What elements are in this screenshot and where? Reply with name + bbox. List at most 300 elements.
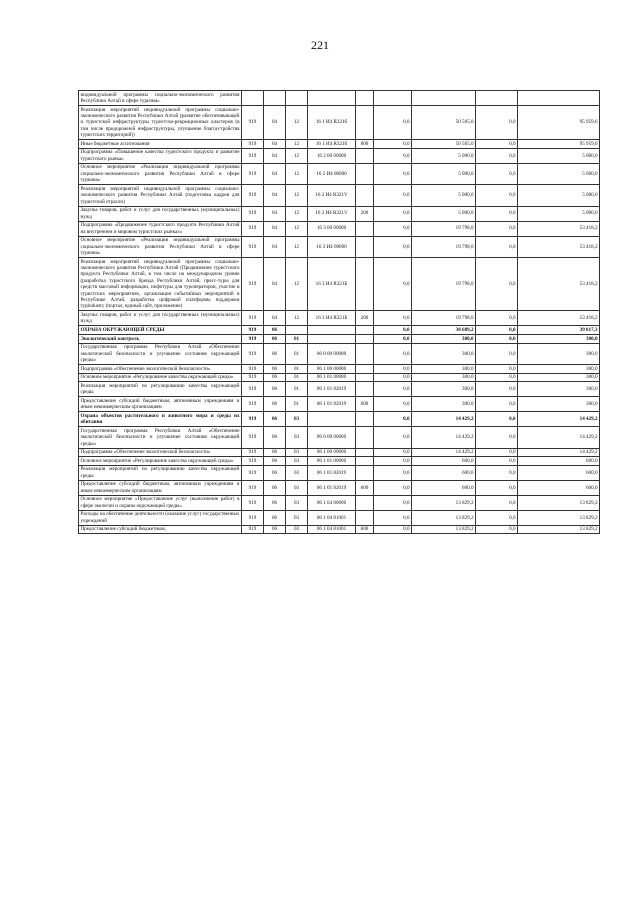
- table-row: [79, 495, 600, 510]
- amount-cell: 13 829,2: [412, 495, 476, 510]
- amount-cell: 0,0: [476, 412, 518, 427]
- amount-cell: 0,0: [476, 457, 518, 466]
- section-cell: 04: [264, 185, 286, 206]
- subsection-cell: 12: [286, 236, 308, 257]
- amount-cell: 0,0: [374, 495, 412, 510]
- expense-type-cell: [356, 326, 374, 335]
- amount-cell: 600,0: [412, 465, 476, 480]
- subsection-cell: 03: [286, 525, 308, 534]
- amount-cell: 0,0: [476, 382, 518, 397]
- amount-cell: 600,0: [518, 457, 600, 466]
- amount-cell: 14 429,2: [412, 412, 476, 427]
- amount-cell: 300,0: [518, 365, 600, 374]
- amount-cell: 0,0: [476, 326, 518, 335]
- subsection-cell: 01: [286, 373, 308, 382]
- amount-cell: 13 829,2: [412, 525, 476, 534]
- table-row: [79, 236, 600, 257]
- amount-cell: 0,0: [374, 258, 412, 311]
- section-cell: 06: [264, 427, 286, 448]
- expense-type-cell: [356, 258, 374, 311]
- amount-cell: 0,0: [476, 465, 518, 480]
- grbs-cell: 919: [242, 258, 264, 311]
- table-row: [79, 412, 600, 427]
- grbs-cell: 919: [242, 480, 264, 495]
- amount-cell: 0,0: [476, 163, 518, 184]
- subsection-cell: 01: [286, 397, 308, 412]
- subsection-cell: 01: [286, 343, 308, 364]
- grbs-cell: 919: [242, 236, 264, 257]
- target-article-cell: 06 1 01 82019: [308, 465, 356, 480]
- row-name-cell: Предоставление субсидий бюджетным, автономным учреждениям и иным некоммерческим организациям: [80, 481, 240, 494]
- target-article-cell: 06 1 04 00000: [308, 495, 356, 510]
- subsection-cell: 03: [286, 427, 308, 448]
- grbs-cell: 919: [242, 495, 264, 510]
- amount-cell: 600,0: [518, 480, 600, 495]
- section-cell: 04: [264, 140, 286, 149]
- section-cell: 06: [264, 412, 286, 427]
- row-name-cell: Основное мероприятие «Предоставление услуг (выполнение работ) в сфере экологии и охраны окружающей среды»: [80, 496, 240, 509]
- expense-type-cell: 800: [356, 140, 374, 149]
- amount-cell: 300,0: [518, 373, 600, 382]
- table-row: [79, 427, 600, 448]
- amount-cell: 5 000,0: [412, 163, 476, 184]
- subsection-cell: 03: [286, 412, 308, 427]
- grbs-cell: 919: [242, 163, 264, 184]
- section-cell: 06: [264, 343, 286, 364]
- amount-cell: 0,0: [476, 510, 518, 525]
- section-cell: 06: [264, 382, 286, 397]
- subsection-cell: 12: [286, 185, 308, 206]
- section-cell: 06: [264, 465, 286, 480]
- grbs-cell: 919: [242, 326, 264, 335]
- expense-type-cell: [356, 510, 374, 525]
- section-cell: 06: [264, 365, 286, 374]
- row-name-cell: Основное мероприятие «Реализация индивидуальной программы социально-экономического развития Республики Алтай в сфере туризма»: [80, 237, 240, 257]
- amount-cell: 0,0: [476, 365, 518, 374]
- amount-cell: 39 017,3: [518, 326, 600, 335]
- amount-cell: 0,0: [476, 495, 518, 510]
- amount-cell: 0,0: [374, 343, 412, 364]
- target-article-cell: 16 2 И4 00000: [308, 163, 356, 184]
- row-name-cell: Подпрограмма «Повышение качества туристского продукта и развитие туристского рынка»: [80, 149, 240, 162]
- table-row: [79, 258, 600, 311]
- subsection-cell: 01: [286, 335, 308, 344]
- expense-type-cell: [356, 457, 374, 466]
- amount-cell: 0,0: [374, 163, 412, 184]
- expense-type-cell: 600: [356, 480, 374, 495]
- table-row: [79, 397, 600, 412]
- expense-type-cell: 600: [356, 525, 374, 534]
- target-article-cell: 16 2 00 00000: [308, 148, 356, 163]
- grbs-cell: 919: [242, 382, 264, 397]
- amount-cell: 0,0: [374, 206, 412, 221]
- section-cell: 04: [264, 206, 286, 221]
- expense-type-cell: [356, 343, 374, 364]
- grbs-cell: 919: [242, 343, 264, 364]
- expense-type-cell: [356, 465, 374, 480]
- section-cell: 06: [264, 495, 286, 510]
- table-row: [79, 185, 600, 206]
- expense-type-cell: [356, 365, 374, 374]
- row-name-cell: Закупка товаров, работ и услуг для государственных (муниципальных) нужд: [80, 207, 240, 220]
- grbs-cell: 919: [242, 106, 264, 140]
- subsection-cell: 03: [286, 457, 308, 466]
- section-cell: 04: [264, 236, 286, 257]
- target-article-cell: 16 1 И4 R321б: [308, 140, 356, 149]
- target-article-cell: [308, 326, 356, 335]
- row-name-cell: Реализация мероприятий индивидуальной программы социально-экономического развития Республики Алтай (подготовка кадров для туристской отрасли): [80, 185, 240, 205]
- amount-cell: 0,0: [374, 525, 412, 534]
- target-article-cell: 16 3 И4 R321Б: [308, 258, 356, 311]
- grbs-cell: 919: [242, 427, 264, 448]
- row-name-cell: Основное мероприятие «Реализация индивидуальной программы социально-экономического развития Республики Алтай в сфере туризма»: [80, 164, 240, 184]
- amount-cell: 0,0: [374, 510, 412, 525]
- amount-cell: 95 959,6: [518, 106, 600, 140]
- grbs-cell: 919: [242, 448, 264, 457]
- row-name-cell: Предоставление субсидий бюджетным, автономным учреждениям и иным некоммерческим организациям: [80, 397, 240, 411]
- table-row: [79, 525, 600, 534]
- row-name-cell: Реализация мероприятий индивидуальной программы социально-экономического развития Республики Алтай (Продвижение туристского продукта Республики Алтай, в том числе на международном уровне (разработка туристского бренда Республики Алтай, пресс-туры для средств массовой информации, инфотуры для туроператоров, участие в туристских мероприятиях, организация событийных мероприятий в Республике Алтай, разработка цифровой платформы поддержки турindustry (портал, единый сайт, приложение): [80, 258, 240, 310]
- section-cell: 04: [264, 221, 286, 236]
- amount-cell: 0,0: [476, 140, 518, 149]
- subsection-cell: 03: [286, 465, 308, 480]
- table-row: [79, 448, 600, 457]
- amount-cell: 0,0: [374, 382, 412, 397]
- row-name-cell: Подпрограмма «Продвижение туристского продукта Республики Алтай на внутреннем и мировом туристских рынках»: [80, 222, 240, 235]
- row-name-cell: Государственная программа Республики Алтай «Обеспечение экологической безопасности и улучшение состояния окружающей среды»: [80, 344, 240, 364]
- expense-type-cell: [356, 427, 374, 448]
- grbs-cell: 919: [242, 457, 264, 466]
- grbs-cell: 919: [242, 311, 264, 326]
- subsection-cell: 12: [286, 163, 308, 184]
- expense-type-cell: [356, 236, 374, 257]
- amount-cell: 300,0: [412, 365, 476, 374]
- table-row: [79, 206, 600, 221]
- grbs-cell: 919: [242, 510, 264, 525]
- amount-cell: 0,0: [374, 326, 412, 335]
- row-name-cell: Охрана объектов растительного и животного мира и среды их обитания: [80, 412, 240, 426]
- amount-cell: 0,0: [476, 343, 518, 364]
- amount-cell: 0,0: [476, 373, 518, 382]
- amount-cell: 600,0: [412, 480, 476, 495]
- page-number: 221: [311, 38, 329, 52]
- expense-type-cell: [356, 412, 374, 427]
- amount-cell: 600,0: [412, 457, 476, 466]
- section-cell: 04: [264, 311, 286, 326]
- amount-cell: 0,0: [476, 106, 518, 140]
- expense-type-cell: [356, 163, 374, 184]
- amount-cell: 0,0: [374, 373, 412, 382]
- expense-type-cell: [356, 91, 374, 106]
- amount-cell: 0,0: [476, 185, 518, 206]
- amount-cell: 5 000,0: [518, 163, 600, 184]
- expense-type-cell: [356, 148, 374, 163]
- grbs-cell: 919: [242, 465, 264, 480]
- target-article-cell: 16 1 И4 R321б: [308, 106, 356, 140]
- subsection-cell: 12: [286, 106, 308, 140]
- section-cell: 04: [264, 163, 286, 184]
- subsection-cell: [286, 91, 308, 106]
- subsection-cell: 12: [286, 140, 308, 149]
- table-row: [79, 457, 600, 466]
- amount-cell: 0,0: [476, 525, 518, 534]
- target-article-cell: [308, 91, 356, 106]
- subsection-cell: 03: [286, 510, 308, 525]
- table-row: [79, 148, 600, 163]
- grbs-cell: 919: [242, 185, 264, 206]
- amount-cell: 0,0: [374, 397, 412, 412]
- amount-cell: 300,0: [518, 343, 600, 364]
- target-article-cell: 06 1 01 00000: [308, 373, 356, 382]
- amount-cell: 53 418,2: [518, 221, 600, 236]
- row-name-cell: Подпрограмма «Обеспечение экологической безопасности»: [79, 448, 242, 457]
- target-article-cell: 06 1 04 81001: [308, 525, 356, 534]
- target-article-cell: 06 1 01 00000: [308, 457, 356, 466]
- subsection-cell: 03: [286, 495, 308, 510]
- section-cell: [264, 91, 286, 106]
- amount-cell: 300,0: [518, 335, 600, 344]
- table-row: [79, 326, 600, 335]
- section-cell: 06: [264, 326, 286, 335]
- grbs-cell: 919: [242, 140, 264, 149]
- section-cell: 06: [264, 510, 286, 525]
- section-cell: 06: [264, 525, 286, 534]
- table-row: [79, 311, 600, 326]
- amount-cell: [412, 91, 476, 106]
- target-article-cell: 16 3 00 00000: [308, 221, 356, 236]
- amount-cell: 0,0: [374, 412, 412, 427]
- subsection-cell: 01: [286, 365, 308, 374]
- grbs-cell: 919: [242, 397, 264, 412]
- row-name-cell: Закупка товаров, работ и услуг для государственных (муниципальных) нужд: [80, 312, 240, 325]
- row-name-cell: Предоставление субсидий бюджетным,: [79, 525, 242, 534]
- amount-cell: 0,0: [476, 397, 518, 412]
- amount-cell: 5 000,0: [518, 185, 600, 206]
- expense-type-cell: [356, 221, 374, 236]
- table-row: [79, 221, 600, 236]
- expense-type-cell: 200: [356, 311, 374, 326]
- amount-cell: 5 000,0: [412, 148, 476, 163]
- amount-cell: 600,0: [518, 465, 600, 480]
- target-article-cell: 06 1 01 82019: [308, 397, 356, 412]
- row-name-cell: ОХРАНА ОКРУЖАЮЩЕЙ СРЕДЫ: [79, 326, 242, 335]
- table-row: [79, 373, 600, 382]
- amount-cell: 0,0: [476, 258, 518, 311]
- target-article-cell: 06 1 00 00000: [308, 448, 356, 457]
- amount-cell: 50 505,0: [412, 106, 476, 140]
- row-name-cell: Основное мероприятие «Регулирование качества окружающей среды»: [79, 457, 242, 466]
- expense-type-cell: [356, 495, 374, 510]
- expense-type-cell: [356, 373, 374, 382]
- amount-cell: 0,0: [374, 365, 412, 374]
- amount-cell: 0,0: [476, 221, 518, 236]
- grbs-cell: 919: [242, 365, 264, 374]
- amount-cell: 0,0: [476, 206, 518, 221]
- section-cell: 04: [264, 258, 286, 311]
- target-article-cell: 06 1 01 82019: [308, 382, 356, 397]
- row-name-cell: Государственная программа Республики Алтай «Обеспечение экологической безопасности и улучшение состояния окружающей среды»: [80, 427, 240, 447]
- section-cell: 04: [264, 106, 286, 140]
- amount-cell: 300,0: [518, 382, 600, 397]
- budget-table: [78, 90, 600, 534]
- amount-cell: 300,0: [412, 397, 476, 412]
- row-name-cell: Реализация мероприятий по регулированию качества окружающей среды: [80, 382, 240, 396]
- target-article-cell: 16 2 И4 R321V: [308, 206, 356, 221]
- grbs-cell: 919: [242, 206, 264, 221]
- amount-cell: 50 505,0: [412, 140, 476, 149]
- target-article-cell: 16 2 И4 R321V: [308, 185, 356, 206]
- section-cell: 06: [264, 480, 286, 495]
- target-article-cell: 06 0 00 00000: [308, 343, 356, 364]
- amount-cell: 5 000,0: [518, 206, 600, 221]
- target-article-cell: 16 3 И4 00000: [308, 236, 356, 257]
- amount-cell: [476, 91, 518, 106]
- table-row: [79, 106, 600, 140]
- amount-cell: 13 829,2: [518, 495, 600, 510]
- row-name-cell: Иные бюджетные ассигнования: [79, 140, 242, 149]
- amount-cell: 0,0: [476, 311, 518, 326]
- amount-cell: 0,0: [374, 236, 412, 257]
- target-article-cell: 06 1 01 82019: [308, 480, 356, 495]
- amount-cell: 14 429,2: [412, 427, 476, 448]
- table-body: [79, 91, 600, 534]
- amount-cell: 0,0: [374, 427, 412, 448]
- amount-cell: 19 798,0: [412, 258, 476, 311]
- amount-cell: 13 829,2: [518, 525, 600, 534]
- section-cell: 06: [264, 448, 286, 457]
- table-row: [79, 510, 600, 525]
- amount-cell: 300,0: [412, 373, 476, 382]
- amount-cell: 0,0: [476, 480, 518, 495]
- amount-cell: 19 798,0: [412, 221, 476, 236]
- table-row: [79, 480, 600, 495]
- amount-cell: [518, 91, 600, 106]
- subsection-cell: 12: [286, 148, 308, 163]
- amount-cell: 0,0: [476, 335, 518, 344]
- table-row: [79, 365, 600, 374]
- grbs-cell: 919: [242, 373, 264, 382]
- amount-cell: 0,0: [476, 236, 518, 257]
- grbs-cell: 919: [242, 335, 264, 344]
- amount-cell: 14 429,2: [412, 448, 476, 457]
- amount-cell: 13 829,2: [412, 510, 476, 525]
- expense-type-cell: [356, 106, 374, 140]
- amount-cell: 0,0: [476, 148, 518, 163]
- amount-cell: 19 798,0: [412, 236, 476, 257]
- grbs-cell: [242, 91, 264, 106]
- amount-cell: 14 429,2: [518, 448, 600, 457]
- grbs-cell: 919: [242, 148, 264, 163]
- amount-cell: 14 429,2: [518, 427, 600, 448]
- amount-cell: [374, 91, 412, 106]
- table-row: [79, 140, 600, 149]
- amount-cell: 53 418,2: [518, 311, 600, 326]
- subsection-cell: 01: [286, 382, 308, 397]
- amount-cell: 14 429,2: [518, 412, 600, 427]
- amount-cell: 300,0: [412, 343, 476, 364]
- section-cell: 06: [264, 373, 286, 382]
- subsection-cell: 03: [286, 448, 308, 457]
- table-row: [79, 91, 600, 106]
- amount-cell: 300,0: [412, 335, 476, 344]
- amount-cell: 95 959,6: [518, 140, 600, 149]
- table-row: [79, 382, 600, 397]
- amount-cell: 0,0: [374, 480, 412, 495]
- row-name-cell: Экологический контроль: [79, 335, 242, 344]
- row-name-cell: Основное мероприятие «Регулирование качества окружающей среды»: [79, 373, 242, 382]
- amount-cell: 0,0: [374, 185, 412, 206]
- amount-cell: 0,0: [374, 311, 412, 326]
- amount-cell: 0,0: [374, 335, 412, 344]
- row-name-cell: индивидуальной программы социально-экономического развития Республики Алтай в сфере туризма»: [80, 91, 240, 104]
- amount-cell: 300,0: [518, 397, 600, 412]
- expense-type-cell: [356, 448, 374, 457]
- target-article-cell: 06 0 00 00000: [308, 427, 356, 448]
- amount-cell: 0,0: [374, 140, 412, 149]
- table-row: [79, 163, 600, 184]
- amount-cell: 53 418,2: [518, 258, 600, 311]
- section-cell: 04: [264, 148, 286, 163]
- amount-cell: 13 829,2: [518, 510, 600, 525]
- subsection-cell: 03: [286, 480, 308, 495]
- expense-type-cell: [356, 185, 374, 206]
- table-row: [79, 465, 600, 480]
- target-article-cell: 06 1 00 00000: [308, 365, 356, 374]
- amount-cell: 5 000,0: [412, 206, 476, 221]
- amount-cell: 300,0: [412, 382, 476, 397]
- target-article-cell: 16 3 И4 R321Б: [308, 311, 356, 326]
- subsection-cell: 12: [286, 311, 308, 326]
- grbs-cell: 919: [242, 412, 264, 427]
- row-name-cell: Реализация мероприятий индивидуальной программы социально-экономического развития Республики Алтай (развитие обеспечивающей и туристской инфраструктуры туристско-рекреационных кластеров (в том числе придорожной инфраструктуры, улучшение благоустройства туристских территорий)): [80, 106, 240, 139]
- section-cell: 06: [264, 457, 286, 466]
- grbs-cell: 919: [242, 525, 264, 534]
- table-row: [79, 343, 600, 364]
- amount-cell: 0,0: [374, 106, 412, 140]
- grbs-cell: 919: [242, 221, 264, 236]
- section-cell: 06: [264, 397, 286, 412]
- amount-cell: 0,0: [374, 465, 412, 480]
- table-row: [79, 335, 600, 344]
- amount-cell: 0,0: [374, 221, 412, 236]
- subsection-cell: 12: [286, 258, 308, 311]
- target-article-cell: 06 1 04 81001: [308, 510, 356, 525]
- subsection-cell: 12: [286, 221, 308, 236]
- amount-cell: 5 000,0: [412, 185, 476, 206]
- expense-type-cell: 600: [356, 397, 374, 412]
- amount-cell: 5 000,0: [518, 148, 600, 163]
- amount-cell: 19 798,0: [412, 311, 476, 326]
- subsection-cell: 12: [286, 206, 308, 221]
- subsection-cell: [286, 326, 308, 335]
- row-name-cell: Реализация мероприятий по регулированию качества окружающей среды: [80, 466, 240, 479]
- amount-cell: 0,0: [476, 448, 518, 457]
- amount-cell: 0,0: [374, 457, 412, 466]
- row-name-cell: Подпрограмма «Обеспечение экологической безопасности»: [79, 365, 242, 374]
- target-article-cell: [308, 412, 356, 427]
- amount-cell: 0,0: [476, 427, 518, 448]
- expense-type-cell: [356, 335, 374, 344]
- target-article-cell: [308, 335, 356, 344]
- amount-cell: 0,0: [374, 448, 412, 457]
- expense-type-cell: 200: [356, 206, 374, 221]
- expense-type-cell: [356, 382, 374, 397]
- amount-cell: 53 418,2: [518, 236, 600, 257]
- amount-cell: 0,0: [374, 148, 412, 163]
- amount-cell: 38 689,2: [412, 326, 476, 335]
- row-name-cell: Расходы на обеспечение деятельности (оказание услуг) государственных учреждений: [80, 511, 240, 524]
- section-cell: 06: [264, 335, 286, 344]
